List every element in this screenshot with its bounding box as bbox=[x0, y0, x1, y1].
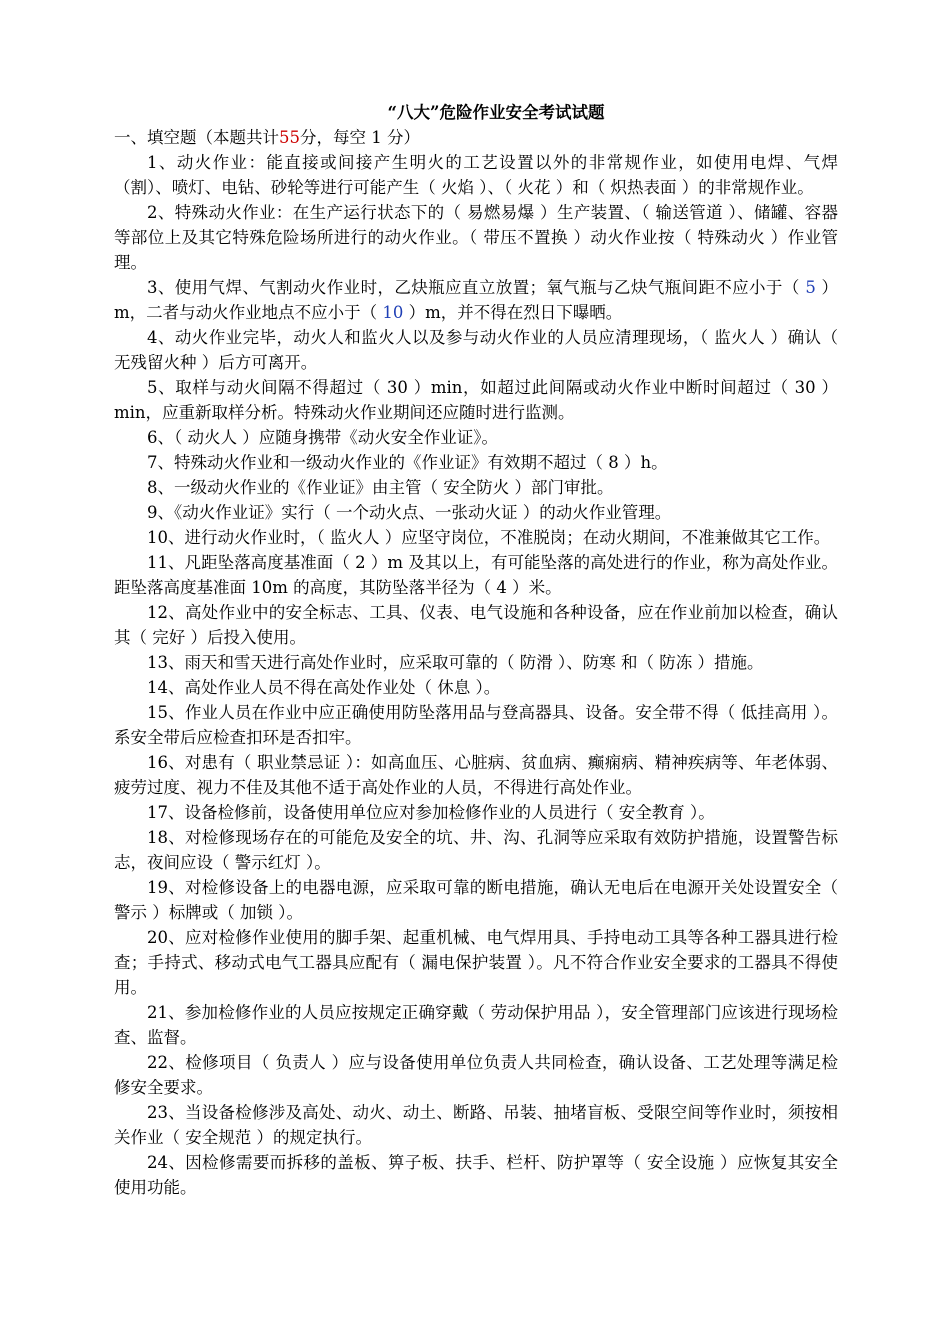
question-14: 14、高处作业人员不得在高处作业处（ 休息 ）。 bbox=[147, 678, 501, 697]
question-7: 7、特殊动火作业和一级动火作业的《作业证》有效期不超过（ 8 ）h。 bbox=[147, 453, 668, 472]
question-4: 4、动火作业完毕，动火人和监火人以及参与动火作业的人员应清理现场，（ 监火人 ）确认（ 无残留火种 ）后方可离开。 bbox=[114, 328, 838, 372]
question-3-part-c: ）m，并不得在烈日下曝晒。 bbox=[403, 303, 623, 322]
question-19: 19、对检修设备上的电器电源，应采取可靠的断电措施，确认无电后在电源开关处设置安全（ 警示 ）标牌或（ 加锁 ）。 bbox=[114, 878, 838, 922]
section-total-score: 55 bbox=[279, 128, 300, 147]
question-20: 20、应对检修作业使用的脚手架、起重机械、电气焊用具、手持电动工具等各种工器具进行检查；手持式、移动式电气工器具应配有（ 漏电保护装置 ）。凡不符合作业安全要求的工器具不得使用。 bbox=[114, 928, 838, 997]
question-3-answer-2: 10 bbox=[382, 303, 404, 322]
question-5: 5、取样与动火间隔不得超过（ 30 ）min，如超过此间隔或动火作业中断时间超过（ 30 ） min，应重新取样分析。特殊动火作业期间还应随时进行监测。 bbox=[114, 378, 838, 422]
question-6: 6、（ 动火人 ）应随身携带《动火安全作业证》。 bbox=[147, 428, 498, 447]
question-22: 22、检修项目（ 负责人 ）应与设备使用单位负责人共同检查，确认设备、工艺处理等满足检修安全要求。 bbox=[114, 1053, 838, 1097]
question-3-part-b: ）m，二者与动火作业地点不应小于（ bbox=[114, 278, 838, 322]
question-23: 23、当设备检修涉及高处、动火、动土、断路、吊装、抽堵盲板、受限空间等作业时，须按相关作业（ 安全规范 ）的规定执行。 bbox=[114, 1103, 838, 1147]
question-13: 13、雨天和雪天进行高处作业时，应采取可靠的（ 防滑 ）、防寒 和（ 防冻 ）措施。 bbox=[147, 653, 764, 672]
question-8: 8、一级动火作业的《作业证》由主管（ 安全防火 ）部门审批。 bbox=[147, 478, 614, 497]
section-heading bbox=[114, 125, 838, 150]
document-title: “八大”危险作业安全考试试题 bbox=[387, 103, 605, 122]
question-2: 2、特殊动火作业：在生产运行状态下的（ 易燃易爆 ）生产装置、（ 输送管道 ）、储罐、容器等部位上及其它特殊危险场所进行的动火作业。（ 带压不置换 ）动火作业按（ 特殊动火 ）作业管理。 bbox=[114, 203, 838, 272]
question-3-answer-1: 5 bbox=[805, 278, 816, 297]
question-3 bbox=[114, 275, 838, 325]
question-16: 16、对患有（ 职业禁忌证 ）：如高血压、心脏病、贫血病、癫痫病、精神疾病等、年老体弱、疲劳过度、视力不佳及其他不适于高处作业的人员，不得进行高处作业。 bbox=[114, 753, 838, 797]
question-3-part-a: 3、使用气焊、气割动火作业时，乙炔瓶应直立放置；氧气瓶与乙炔气瓶间距不应小于（ bbox=[147, 278, 806, 297]
question-15: 15、作业人员在作业中应正确使用防坠落用品与登高器具、设备。安全带不得（ 低挂高用 ）。系安全带后应检查扣环是否扣牢。 bbox=[114, 703, 838, 747]
question-12: 12、高处作业中的安全标志、工具、仪表、电气设施和各种设备，应在作业前加以检查，确认其（ 完好 ）后投入使用。 bbox=[114, 603, 838, 647]
question-10: 10、进行动火作业时，（ 监火人 ）应坚守岗位，不准脱岗；在动火期间，不准兼做其它工作。 bbox=[147, 528, 831, 547]
question-11: 11、凡距坠落高度基准面（ 2 ）m 及其以上，有可能坠落的高处进行的作业，称为高处作业。距坠落高度基准面 10m 的高度，其防坠落半径为（ 4 ）米。 bbox=[114, 553, 838, 597]
section-heading-prefix: 一、填空题（本题共计 bbox=[114, 128, 279, 147]
question-21: 21、参加检修作业的人员应按规定正确穿戴（ 劳动保护用品 ），安全管理部门应该进行现场检查、监督。 bbox=[114, 1003, 838, 1047]
section-heading-suffix: 分，每空 1 分） bbox=[300, 128, 420, 147]
question-9: 9、《动火作业证》实行（ 一个动火点、一张动火证 ）的动火作业管理。 bbox=[147, 503, 672, 522]
document-page bbox=[114, 100, 838, 1200]
question-18: 18、对检修现场存在的可能危及安全的坑、井、沟、孔洞等应采取有效防护措施，设置警告标志，夜间应设（ 警示红灯 ）。 bbox=[114, 828, 838, 872]
question-24: 24、因检修需要而拆移的盖板、箅子板、扶手、栏杆、防护罩等（ 安全设施 ）应恢复其安全使用功能。 bbox=[114, 1153, 838, 1197]
question-1: 1、动火作业：能直接或间接产生明火的工艺设置以外的非常规作业，如使用电焊、气焊（割）、喷灯、电钻、砂轮等进行可能产生（ 火焰 ）、（ 火花 ）和（ 炽热表面 ）的非常规作业。 bbox=[114, 153, 838, 197]
question-17: 17、设备检修前，设备使用单位应对参加检修作业的人员进行（ 安全教育 ）。 bbox=[147, 803, 715, 822]
